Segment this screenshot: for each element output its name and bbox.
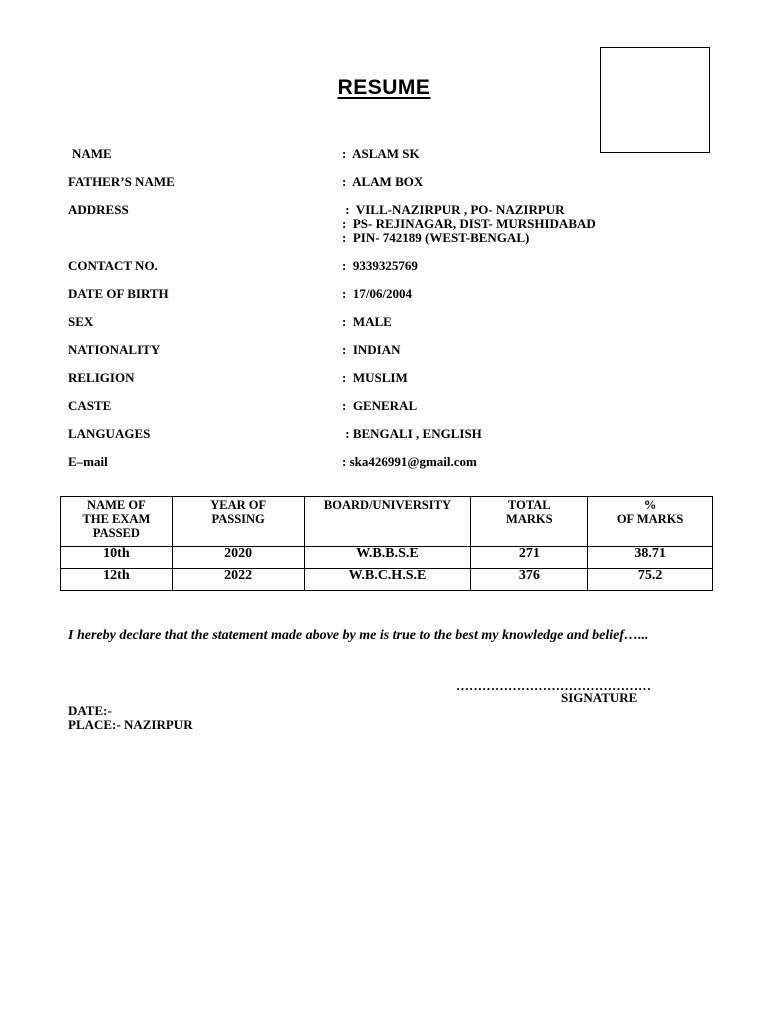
declaration-text: I hereby declare that the statement made above by me is true to the best my knowledge and belief…... — [68, 628, 649, 643]
name-value: : ASLAM SK — [342, 146, 420, 161]
page-title: RESUME — [337, 76, 431, 99]
caste-label: CASTE — [68, 398, 112, 413]
cell-board: W.B.B.S.E — [304, 547, 471, 569]
signature-label: SIGNATURE — [561, 690, 638, 705]
cell-percent: 38.71 — [588, 547, 713, 569]
email-label: E–mail — [68, 454, 108, 469]
dob-value: : 17/06/2004 — [342, 286, 413, 301]
cell-percent: 75.2 — [588, 569, 713, 591]
header-percent: % OF MARKS — [588, 497, 713, 547]
cell-total: 271 — [471, 547, 588, 569]
table-row — [61, 547, 713, 569]
cell-exam: 10th — [61, 547, 173, 569]
cell-board: W.B.C.H.S.E — [304, 569, 471, 591]
header-year: YEAR OF PASSING — [172, 497, 304, 547]
contact-value: : 9339325769 — [342, 258, 418, 273]
table-header-row — [61, 497, 713, 547]
place-label: PLACE:- NAZIRPUR — [68, 717, 193, 732]
cell-total: 376 — [471, 569, 588, 591]
cell-year: 2020 — [172, 547, 304, 569]
address-label: ADDRESS — [68, 202, 129, 217]
religion-value: : MUSLIM — [342, 370, 408, 385]
photo-placeholder — [600, 47, 710, 153]
header-board: BOARD/UNIVERSITY — [304, 497, 471, 547]
sex-label: SEX — [68, 314, 94, 329]
languages-label: LANGUAGES — [68, 426, 151, 441]
header-exam: NAME OF THE EXAM PASSED — [61, 497, 173, 547]
contact-label: CONTACT NO. — [68, 258, 158, 273]
name-label: NAME — [72, 146, 112, 161]
education-table — [60, 496, 713, 591]
fathers-name-label: FATHER’S NAME — [68, 174, 175, 189]
table-row — [61, 569, 713, 591]
languages-value: : BENGALI , ENGLISH — [342, 426, 482, 441]
header-total-marks: TOTAL MARKS — [471, 497, 588, 547]
dob-label: DATE OF BIRTH — [68, 286, 169, 301]
sex-value: : MALE — [342, 314, 392, 329]
fathers-name-value: : ALAM BOX — [342, 174, 424, 189]
nationality-value: : INDIAN — [342, 342, 401, 357]
cell-year: 2022 — [172, 569, 304, 591]
cell-exam: 12th — [61, 569, 173, 591]
email-value: : ska426991@gmail.com — [342, 454, 477, 469]
religion-label: RELIGION — [68, 370, 135, 385]
address-line-3: : PIN- 742189 (WEST-BENGAL) — [342, 230, 530, 245]
address-line-1: : VILL-NAZIRPUR , PO- NAZIRPUR — [342, 202, 565, 217]
address-line-2: : PS- REJINAGAR, DIST- MURSHIDABAD — [342, 216, 596, 231]
caste-value: : GENERAL — [342, 398, 418, 413]
nationality-label: NATIONALITY — [68, 342, 161, 357]
signature-line: ……………………………………… — [456, 678, 651, 693]
date-label: DATE:- — [68, 703, 112, 718]
